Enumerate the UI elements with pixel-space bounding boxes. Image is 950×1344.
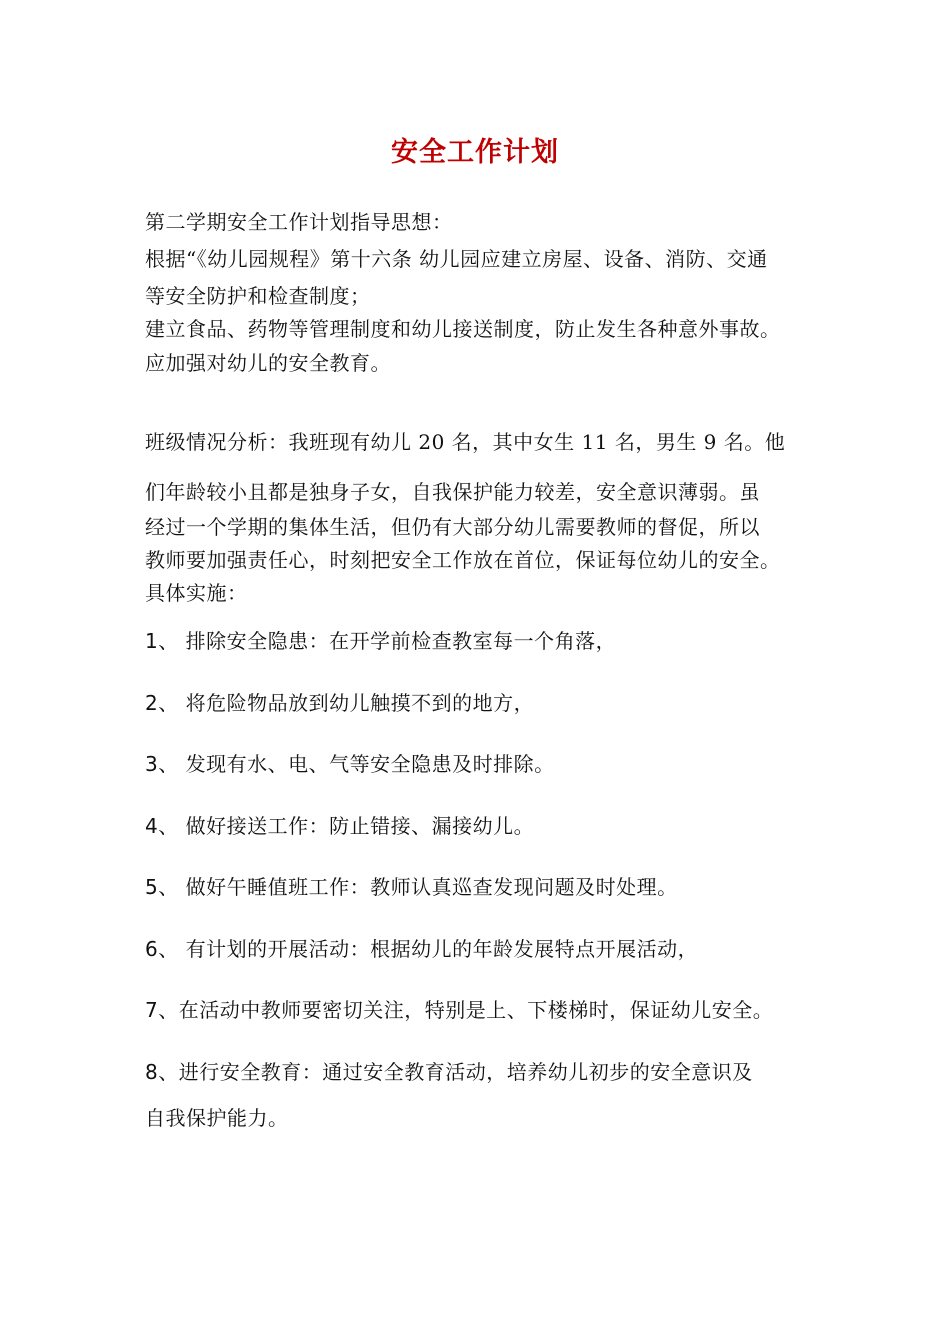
analysis-line: 经过一个学期的集体生活，但仍有大部分幼儿需要教师的督促，所以 <box>145 515 760 539</box>
list-item-text: 将危险物品放到幼儿触摸不到的地方， <box>178 691 535 715</box>
list-item <box>145 873 835 901</box>
list-item-number: 4、 <box>145 814 179 838</box>
list-item-number: 8、 <box>145 1060 179 1084</box>
analysis-line: 具体实施： <box>145 581 248 605</box>
list-item <box>145 996 835 1024</box>
intro-line: 第二学期安全工作计划指导思想： <box>145 210 453 234</box>
intro-line: 根据“《幼儿园规程》第十六条 幼儿园应建立房屋、设备、消防、交通 <box>145 247 768 271</box>
list-item <box>145 812 835 840</box>
list-item-number: 1、 <box>145 629 179 653</box>
analysis-line: 们年龄较小且都是独身子女，自我保护能力较差，安全意识薄弱。虽 <box>145 480 760 504</box>
list-item-number: 6、 <box>145 937 179 961</box>
intro-line: 等安全防护和检查制度； <box>145 284 371 308</box>
list-item-text: 发现有水、电、气等安全隐患及时排除。 <box>178 752 555 776</box>
list-item <box>145 627 835 655</box>
analysis-line: 班级情况分析：我班现有幼儿 20 名，其中女生 11 名，男生 9 名。他 <box>145 430 786 454</box>
list-item-number: 7、 <box>145 998 179 1022</box>
list-item-number: 3、 <box>145 752 179 776</box>
document-title: 安全工作计划 <box>391 137 559 168</box>
list-item-number: 5、 <box>145 875 179 899</box>
list-item <box>145 750 835 778</box>
list-item <box>145 689 835 717</box>
list-item <box>145 935 835 963</box>
intro-line: 应加强对幼儿的安全教育。 <box>145 351 391 375</box>
list-item-text: 在活动中教师要密切关注，特别是上、下楼梯时，保证幼儿安全。 <box>178 998 774 1022</box>
intro-line: 建立食品、药物等管理制度和幼儿接送制度，防止发生各种意外事故。 <box>145 317 781 341</box>
list-item-text: 做好午睡值班工作：教师认真巡查发现问题及时处理。 <box>178 875 678 899</box>
list-item <box>145 1058 835 1086</box>
list-item-text: 有计划的开展活动：根据幼儿的年龄发展特点开展活动， <box>178 937 699 961</box>
list-item-text: 排除安全隐患：在开学前检查教室每一个角落， <box>178 629 617 653</box>
analysis-line: 教师要加强责任心，时刻把安全工作放在首位，保证每位幼儿的安全。 <box>145 548 781 572</box>
list-item-text: 进行安全教育：通过安全教育活动，培养幼儿初步的安全意识及 <box>178 1060 753 1084</box>
list-item-number: 2、 <box>145 691 179 715</box>
closing-line: 自我保护能力。 <box>145 1106 289 1130</box>
list-item-text: 做好接送工作：防止错接、漏接幼儿。 <box>178 814 535 838</box>
